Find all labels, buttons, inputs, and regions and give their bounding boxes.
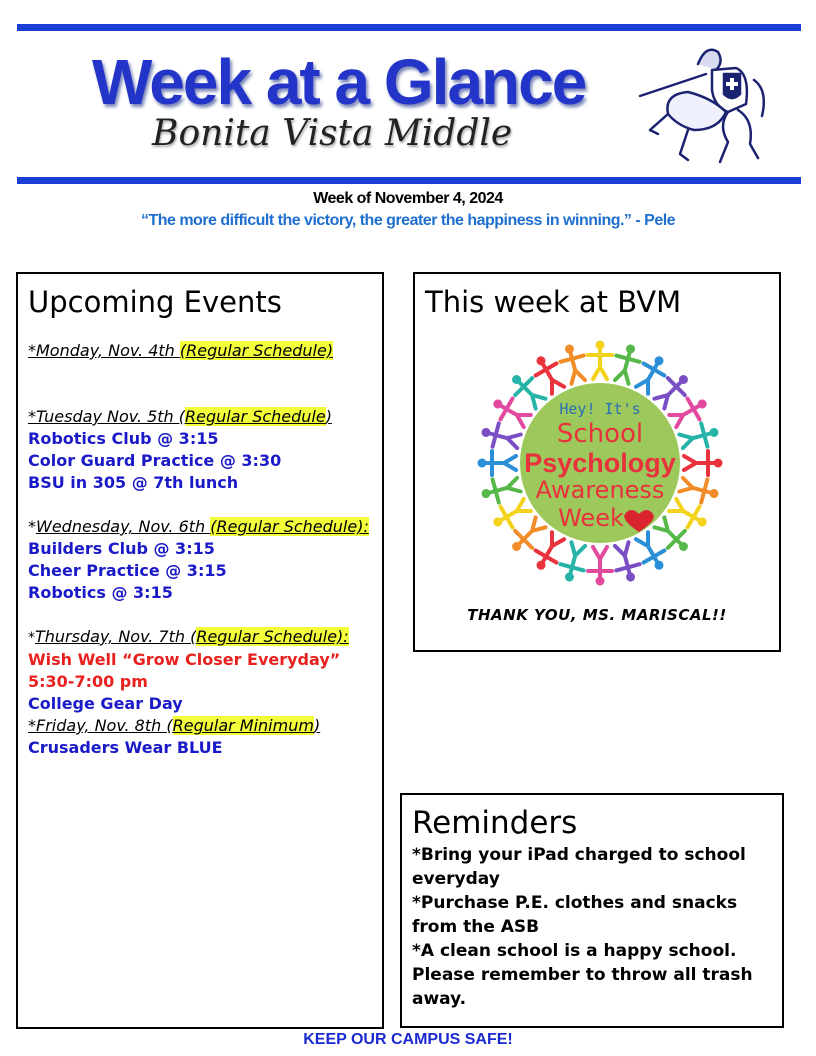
event-item: BSU in 305 @ 7th lunch [28, 473, 239, 492]
weekly-quote: “The more difficult the victory, the greater the happiness in winning.” - Pele [140, 212, 676, 229]
school-name: Bonita Vista Middle [152, 113, 513, 154]
top-rule [17, 24, 801, 31]
graphic-line2: School [556, 419, 644, 449]
monday-schedule: (Regular Schedule) [179, 341, 334, 360]
wednesday-heading [28, 516, 372, 538]
friday-date: *Friday, Nov. 8th ( [28, 716, 173, 735]
wednesday-star: * [28, 517, 36, 536]
graphic-line5: Week [558, 504, 624, 532]
tuesday-heading [28, 406, 372, 428]
bottom-rule [17, 177, 801, 184]
reminders-title: Reminders [412, 805, 578, 841]
thursday-schedule: Regular Schedule): [196, 627, 349, 646]
graphic-line3: Psychology [524, 448, 676, 478]
thursday-star: * [28, 630, 35, 646]
friday-suffix: ) [313, 716, 321, 735]
thursday-date: Thursday, Nov. 7th ( [35, 627, 197, 646]
page-title: Week at a Glance [92, 46, 586, 118]
this-week-panel [413, 272, 781, 652]
thursday-heading [28, 626, 372, 649]
tuesday-suffix: ) [325, 407, 332, 426]
psychology-week-graphic [471, 334, 729, 592]
tuesday-date: *Tuesday Nov. 5th ( [28, 407, 186, 426]
graphic-line1: Hey! It's [559, 400, 641, 418]
reminder-item: *Bring your iPad charged to school everyday [412, 845, 746, 889]
event-item: Crusaders Wear BLUE [28, 738, 223, 757]
event-item-red: 5:30-7:00 pm [28, 672, 148, 691]
event-item: Color Guard Practice @ 3:30 [28, 451, 282, 470]
event-item: Robotics @ 3:15 [28, 583, 173, 602]
reminder-item: *Purchase P.E. clothes and snacks from the ASB [412, 893, 738, 937]
monday-date: *Monday, Nov. 4th [28, 341, 180, 360]
graphic-line4: Awareness [535, 476, 665, 504]
upcoming-events-panel [16, 272, 384, 1029]
wednesday-schedule: (Regular Schedule): [210, 517, 369, 536]
event-item: Cheer Practice @ 3:15 [28, 561, 227, 580]
upcoming-events-title: Upcoming Events [28, 285, 282, 319]
this-week-title: This week at BVM [425, 285, 682, 319]
tuesday-schedule: Regular Schedule [185, 407, 326, 426]
event-item: College Gear Day [28, 694, 183, 713]
monday-heading [28, 340, 372, 362]
campus-safe-footer: KEEP OUR CAMPUS SAFE! [303, 1031, 513, 1048]
reminder-item: *A clean school is a happy school. Please remember to throw all trash away. [412, 941, 753, 1009]
event-item-red: Wish Well “Grow Closer Everyday” [28, 650, 341, 669]
reminders-panel [400, 793, 784, 1028]
week-of-date: Week of November 4, 2024 [313, 190, 503, 207]
thank-you-note: THANK YOU, MS. MARISCAL!! [467, 606, 727, 624]
wednesday-date: Wednesday, Nov. 6th [36, 517, 211, 536]
event-item: Robotics Club @ 3:15 [28, 429, 219, 448]
friday-heading [28, 715, 372, 737]
knight-mascot-icon [628, 34, 773, 169]
friday-schedule: Regular Minimum [172, 716, 314, 735]
event-item: Builders Club @ 3:15 [28, 539, 215, 558]
